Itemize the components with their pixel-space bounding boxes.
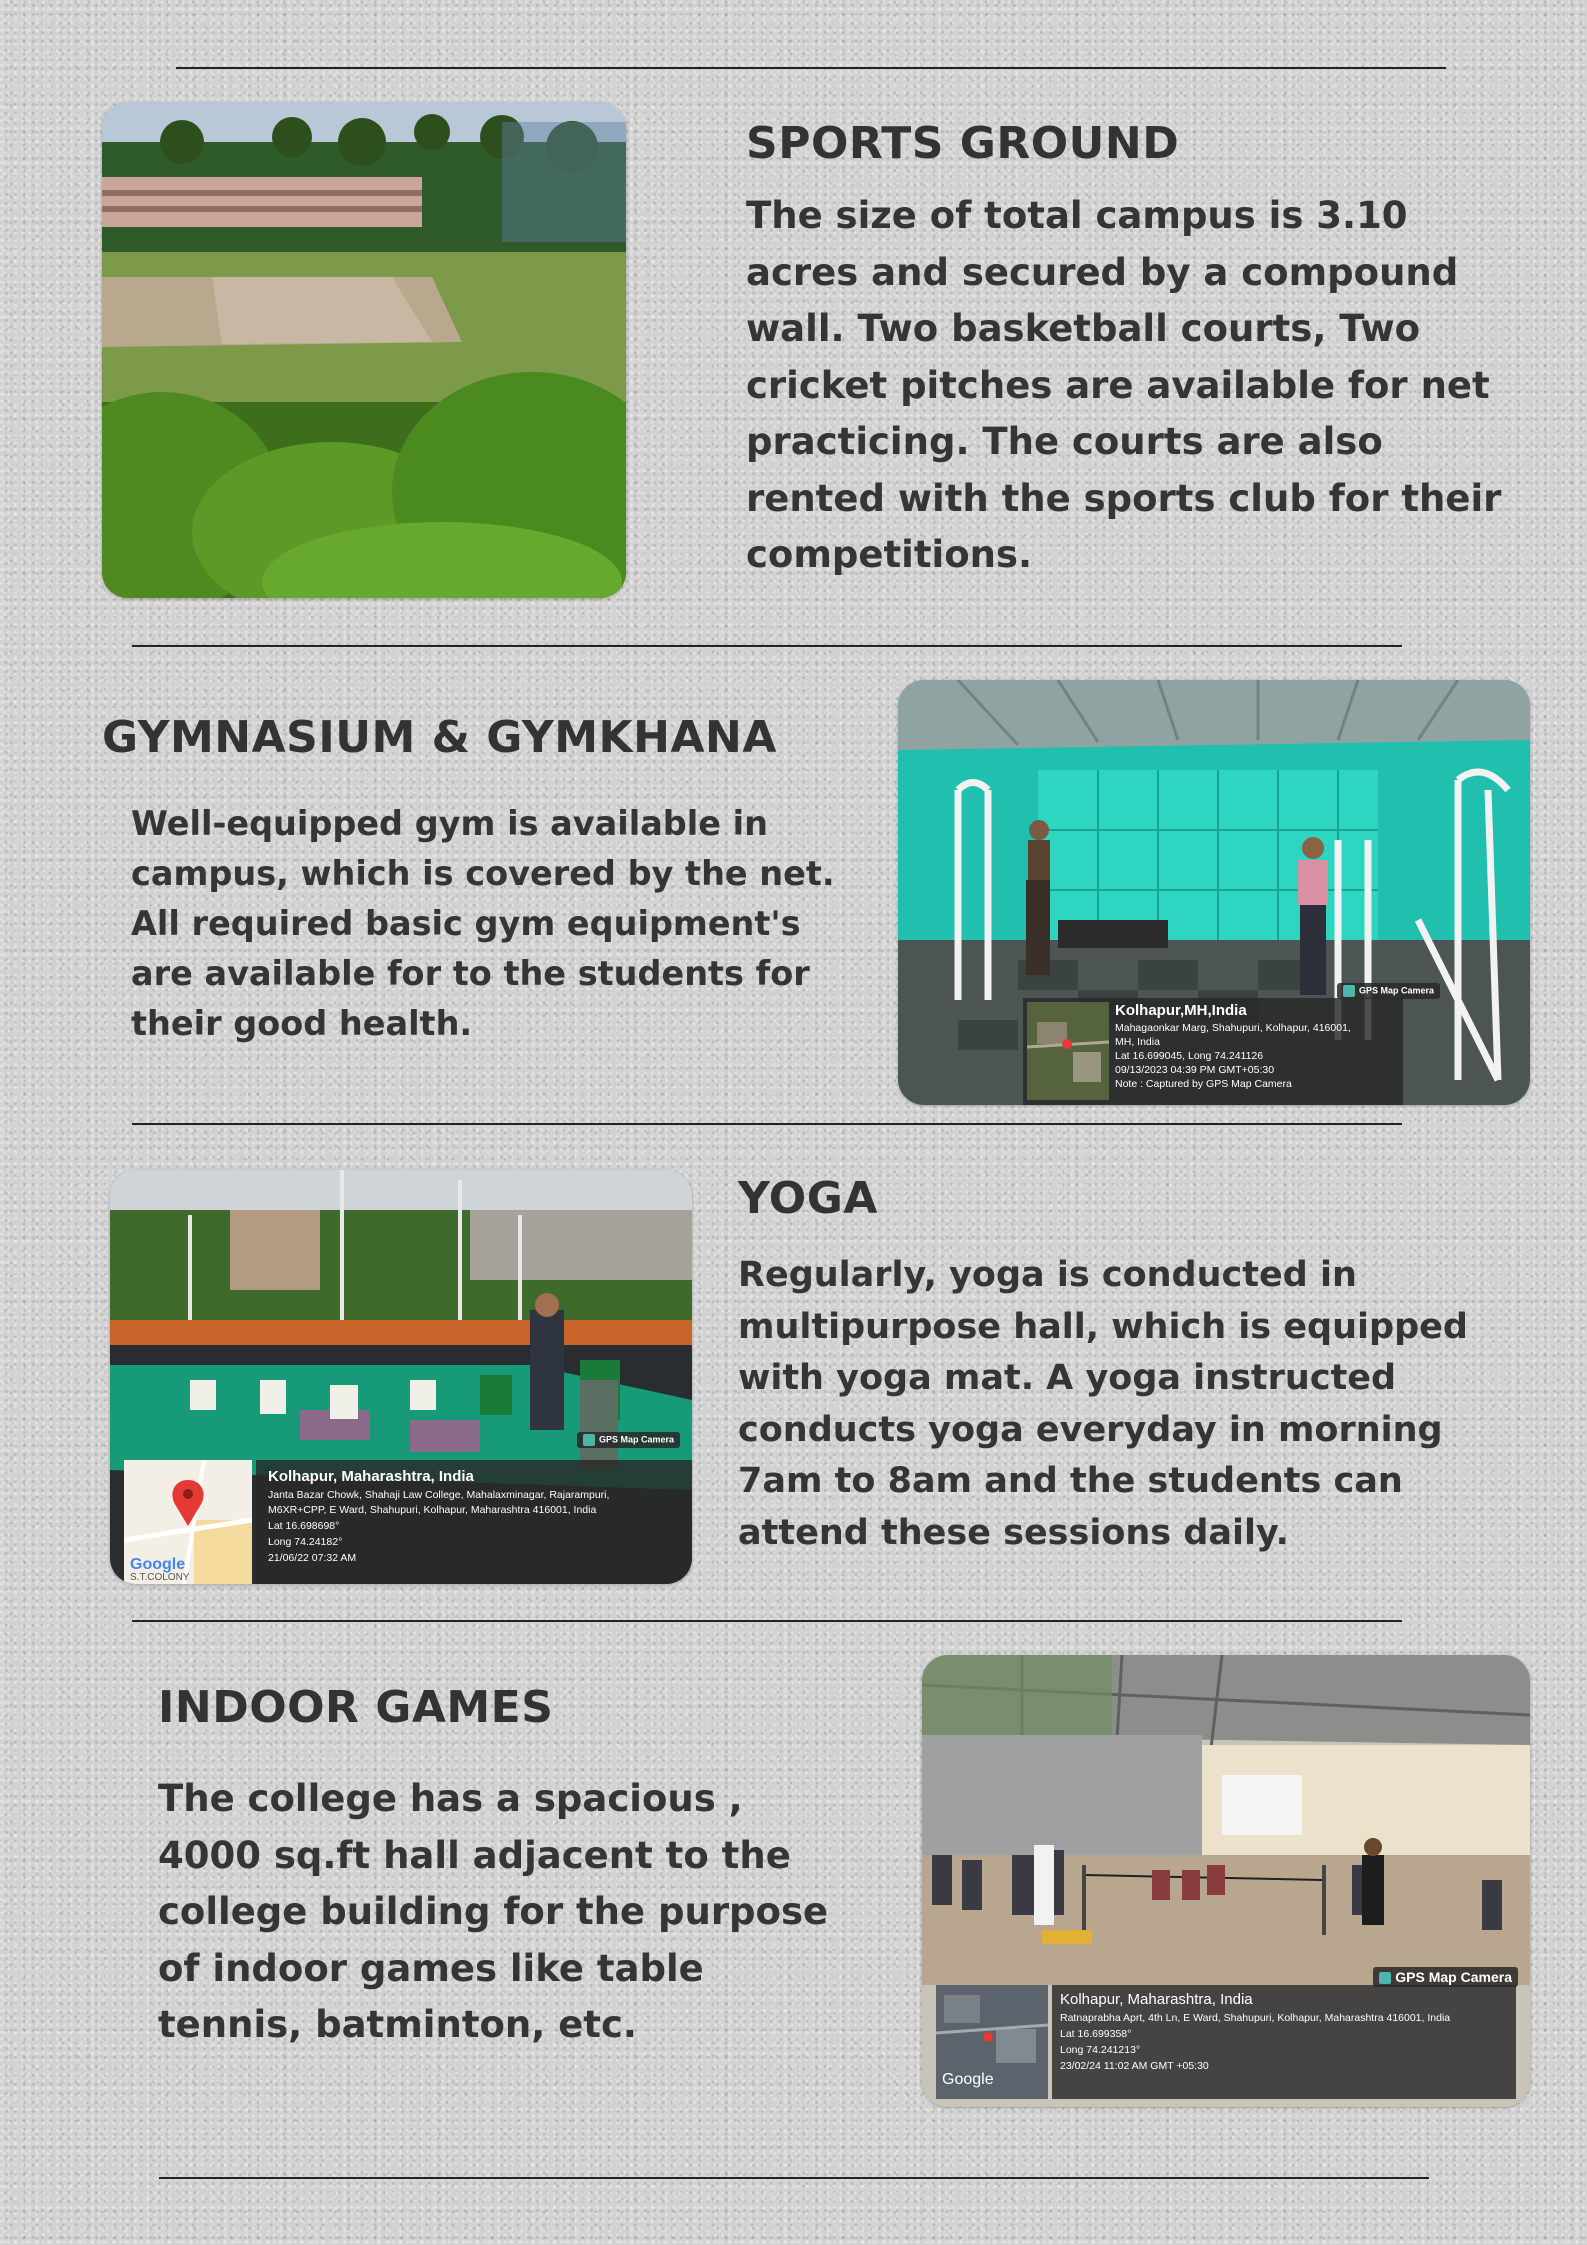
gym-gps-address-2: MH, India [1115, 1036, 1160, 1048]
camera-icon [583, 1434, 595, 1446]
yoga-gps-overlay [256, 1460, 692, 1584]
indoor-games-title: INDOOR GAMES [158, 1682, 554, 1733]
divider-3 [132, 1620, 1402, 1622]
yoga-gps-address-1: Janta Bazar Chowk, Shahaji Law College, Mahalaxminagar, Rajarampuri, [268, 1489, 610, 1501]
yoga-map-google-label: Google [130, 1556, 186, 1573]
gym-gps-overlay [1023, 998, 1403, 1105]
indoor-gps-address-1: Ratnaprabha Aprt, 4th Ln, E Ward, Shahupuri, Kolhapur, Maharashtra 416001, India [1060, 2012, 1451, 2024]
yoga-gps-badge [577, 1432, 680, 1448]
yoga-description: Regularly, yoga is conducted in multipurpose hall, which is equipped with yoga mat. A yoga instructed conducts yoga everyday in morning 7am to 8am and the students can attend these sessions daily. [738, 1255, 1468, 1553]
sports-ground-title: SPORTS GROUND [746, 118, 1180, 169]
gym-gps-text [1115, 1002, 1351, 1090]
yoga-gps-long: Long 74.24182° [268, 1536, 343, 1548]
gym-title: GYMNASIUM & GYMKHANA [102, 712, 777, 763]
gym-photo [898, 680, 1530, 1105]
yoga-gps-lat: Lat 16.698698° [268, 1520, 340, 1532]
indoor-gps-long: Long 74.241213° [1060, 2044, 1141, 2056]
indoor-gps-overlay [1052, 1985, 1516, 2099]
yoga-gps-text [268, 1468, 609, 1564]
gym-map-thumbnail [1027, 1002, 1109, 1100]
indoor-map-google-label: Google [942, 2071, 994, 2088]
yoga-gps-address-2: M6XR+CPP, E Ward, Shahupuri, Kolhapur, Maharashtra 416001, India [268, 1504, 597, 1516]
yoga-map-thumbnail [124, 1460, 252, 1584]
divider-2 [132, 1123, 1402, 1125]
sports-ground-description: The size of total campus is 3.10 acres and secured by a compound wall. Two basketball courts, Two cricket pitches are available for net practicing. The courts are also rented with the sports club for their competitions. [746, 194, 1502, 576]
gym-gps-location: Kolhapur,MH,India [1115, 1002, 1247, 1019]
indoor-gps-lat: Lat 16.699358° [1060, 2028, 1132, 2040]
divider-1 [132, 645, 1402, 647]
yoga-gps-location: Kolhapur, Maharashtra, India [268, 1468, 474, 1485]
indoor-games-description: The college has a spacious , 4000 sq.ft hall adjacent to the college building for the purpose of indoor games like table tennis, batminton, etc. [158, 1777, 829, 2046]
divider-top [176, 67, 1446, 69]
gym-gps-note: Note : Captured by GPS Map Camera [1115, 1078, 1292, 1090]
indoor-gps-badge [1373, 1967, 1518, 1987]
sports-ground-photo [102, 102, 626, 598]
yoga-gps-badge-label: GPS Map Camera [598, 1434, 674, 1445]
gym-gps-datetime: 09/13/2023 04:39 PM GMT+05:30 [1115, 1064, 1275, 1076]
divider-bottom [159, 2177, 1429, 2179]
gym-gps-badge [1337, 983, 1440, 999]
yoga-map-area-label: S.T.COLONY [130, 1572, 190, 1583]
gym-gps-badge-label: GPS Map Camera [1358, 985, 1434, 996]
indoor-gps-datetime: 23/02/24 11:02 AM GMT +05:30 [1060, 2060, 1209, 2072]
gym-gps-coords: Lat 16.699045, Long 74.241126 [1115, 1050, 1264, 1062]
gym-description: Well-equipped gym is available in campus, which is covered by the net. All required basic gym equipment's are available for to the students for their good health. [131, 804, 835, 1043]
indoor-games-photo [922, 1655, 1530, 2107]
indoor-gps-badge-label: GPS Map Camera [1395, 1969, 1512, 1985]
indoor-gps-text [1060, 1991, 1450, 2072]
gym-gps-address-1: Mahagaonkar Marg, Shahupuri, Kolhapur, 416001, [1115, 1022, 1351, 1034]
yoga-gps-datetime: 21/06/22 07:32 AM [268, 1552, 357, 1564]
indoor-gps-location: Kolhapur, Maharashtra, India [1060, 1991, 1253, 2008]
camera-icon [1343, 985, 1355, 997]
yoga-title: YOGA [738, 1173, 878, 1224]
indoor-map-thumbnail [936, 1985, 1048, 2099]
yoga-photo [110, 1170, 692, 1584]
camera-icon [1379, 1972, 1391, 1984]
